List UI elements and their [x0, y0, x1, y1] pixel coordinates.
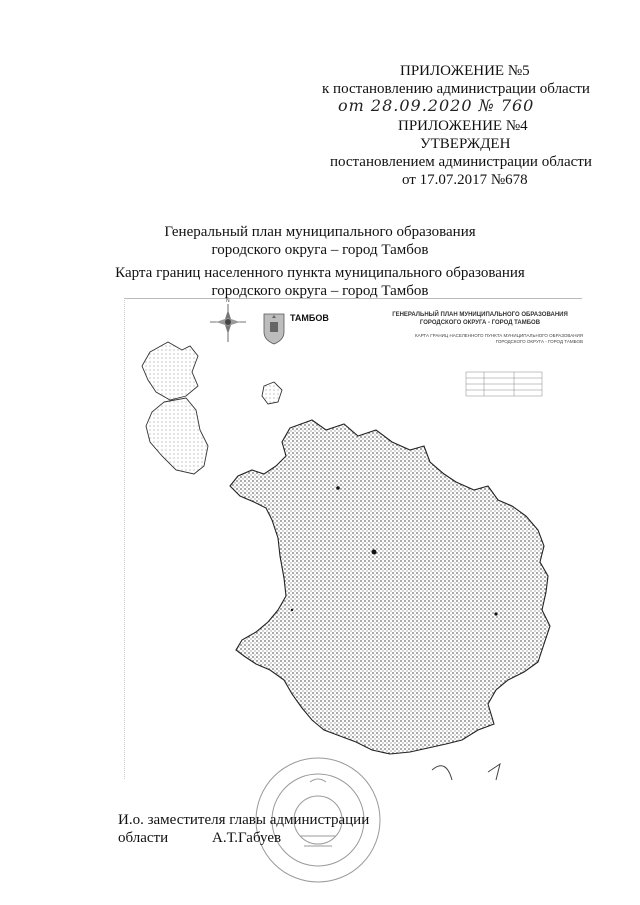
signer-position-line2: области: [118, 830, 169, 846]
appendix5-label: ПРИЛОЖЕНИЕ №5: [400, 63, 530, 79]
map-parcel-north: [142, 342, 198, 400]
map-bottom-outline: [432, 764, 500, 780]
signer-name: А.Т.Габуев: [212, 830, 282, 846]
compass-north-label: N: [226, 298, 230, 304]
map-parcel-northwest: [146, 398, 208, 474]
to-resolution-label: к постановлению администрации области: [322, 81, 590, 97]
by-resolution-label: постановлением администрации области: [330, 154, 592, 170]
approved-label: УТВЕРЖДЕН: [420, 136, 511, 152]
date-number-label: от 17.07.2017 №678: [402, 172, 528, 188]
signer-position-line1: И.о. заместителя главы администрации: [118, 812, 370, 828]
coat-of-arms-icon: [264, 314, 284, 344]
title-line1: Генеральный план муниципального образования: [164, 224, 476, 240]
map-title-line1: ГЕНЕРАЛЬНЫЙ ПЛАН МУНИЦИПАЛЬНОГО ОБРАЗОВАНИЯ: [392, 312, 568, 318]
map-title: [380, 311, 580, 327]
map-legend: [466, 372, 542, 396]
handwritten-date: от 28.09.2020 № 760: [338, 96, 535, 115]
map-subtitle-line2: ГОРОДСКОГО ОКРУГА - ГОРОД ТАМБОВ: [495, 339, 583, 344]
map-subtitle: [398, 333, 583, 345]
appendix4-label: ПРИЛОЖЕНИЕ №4: [398, 118, 528, 134]
title-line4: городского округа – город Тамбов: [211, 283, 429, 299]
map-parcel-small: [262, 382, 282, 404]
compass-icon: [210, 304, 246, 342]
map-subtitle-line1: КАРТА ГРАНИЦ НАСЕЛЕННОГО ПУНКТА МУНИЦИПАЛЬНОГО ОБРАЗОВАНИЯ: [414, 333, 583, 338]
title-line2: городского округа – город Тамбов: [211, 242, 429, 258]
title-line3: Карта границ населенного пункта муниципального образования: [115, 265, 525, 281]
map-city-label: ТАМБОВ: [290, 313, 329, 323]
map-title-line2: ГОРОДСКОГО ОКРУГА - ГОРОД ТАМБОВ: [419, 320, 541, 326]
